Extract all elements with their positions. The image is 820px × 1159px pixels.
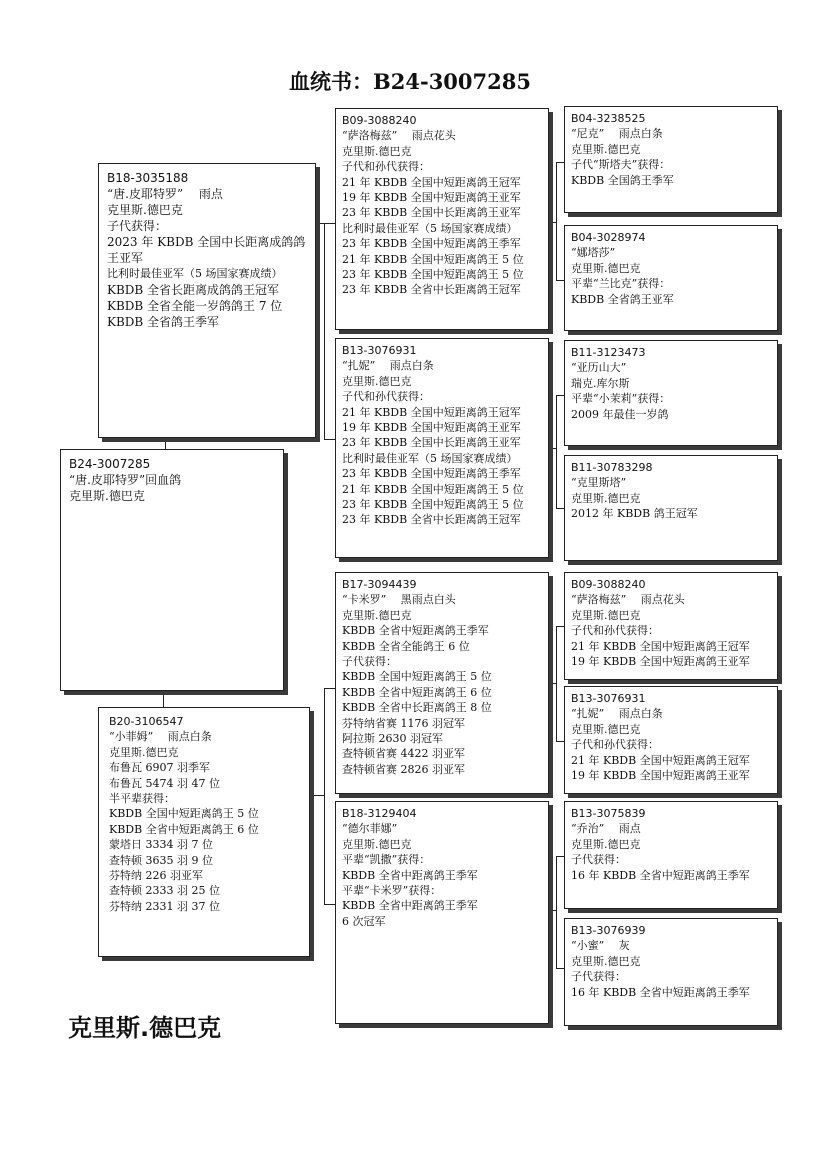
connector-line <box>556 280 564 281</box>
grandsire-maternal-achievement: KBDB 全省中短距离鸽王 6 位 <box>342 685 492 699</box>
connector-line <box>165 437 166 449</box>
granddam-maternal-breeder: 克里斯.德巴克 <box>342 837 412 851</box>
great-grandparent-breeder: 克里斯.德巴克 <box>571 491 641 505</box>
dam-result: 蒙塔日 3334 羽 7 位 <box>109 838 213 852</box>
great-grandparent-ring-number: B13-3075839 <box>571 807 646 820</box>
connector-line <box>549 910 556 911</box>
connector-line <box>556 395 557 508</box>
dam-result: 芬特纳 226 羽亚军 <box>109 869 203 883</box>
grandsire-paternal-breeder: 克里斯.德巴克 <box>342 144 412 158</box>
connector-line <box>556 741 564 742</box>
great-grandparent-name: “尼克” 雨点白条 <box>571 127 663 141</box>
grandsire-maternal-note: 子代获得： <box>342 655 397 669</box>
great-grandparent-achievement: 16 年 KBDB 全省中短距离鸽王季军 <box>571 985 750 999</box>
granddam-paternal-ring-number: B13-3076931 <box>342 344 417 357</box>
sire-breeder: 克里斯.德巴克 <box>107 203 183 217</box>
connector-line <box>556 968 564 969</box>
granddam-paternal-achievement: 23 年 KBDB 全国中短距离鸽王 5 位 <box>342 498 524 512</box>
grandsire-maternal-achievement: 查特顿省赛 4422 羽亚军 <box>342 747 465 761</box>
grandsire-paternal-achievement: 21 年 KBDB 全国中短距离鸽王冠军 <box>342 175 521 189</box>
connector-line <box>324 688 335 689</box>
great-grandparent-achievement: 21 年 KBDB 全国中短距离鸽王冠军 <box>571 639 750 653</box>
granddam-maternal-name: “德尔菲娜” <box>342 822 398 836</box>
great-grandparent-name: “小蜜” 灰 <box>571 939 630 953</box>
owner-name: 克里斯.德巴克 <box>68 1014 222 1042</box>
connector-line <box>324 904 335 905</box>
dam-name: “小菲姆” 雨点白条 <box>109 730 212 744</box>
dam-ring-number: B20-3106547 <box>109 715 184 728</box>
great-grandparent-card-7 <box>564 801 778 909</box>
great-grandparent-achievement: 16 年 KBDB 全省中短距离鸽王季军 <box>571 868 750 882</box>
great-grandparent-breeder: 克里斯.德巴克 <box>571 261 641 275</box>
granddam-maternal-note: 平辈“凯撒”获得： <box>342 853 431 867</box>
great-grandparent-ring-number: B11-30783298 <box>571 461 653 474</box>
great-grandparent-name: “扎妮” 雨点白条 <box>571 707 663 721</box>
great-grandparent-card-1 <box>564 106 778 213</box>
grandsire-paternal-card <box>335 108 549 330</box>
great-grandparent-note: 子代“斯塔夫”获得： <box>571 158 671 172</box>
connector-line <box>556 162 557 280</box>
great-grandparent-achievement: 2009 年最佳一岁鸽 <box>571 407 669 421</box>
connector-line <box>316 223 324 224</box>
great-grandparent-card-2 <box>564 225 778 331</box>
dam-result: 布鲁瓦 5474 羽 47 位 <box>109 776 220 790</box>
great-grandparent-card-5 <box>564 572 778 680</box>
grandsire-paternal-achievement: 比利时最佳亚军（5 场国家赛成绩） <box>342 221 518 235</box>
connector-line <box>324 223 325 439</box>
great-grandparent-breeder: 瑞克.库尔斯 <box>571 376 630 390</box>
great-grandparent-achievement: 21 年 KBDB 全国中短距离鸽王冠军 <box>571 753 750 767</box>
great-grandparent-breeder: 克里斯.德巴克 <box>571 722 641 736</box>
grandsire-paternal-achievement: 21 年 KBDB 全国中短距离鸽王 5 位 <box>342 252 524 266</box>
connector-line <box>556 856 564 857</box>
dam-result: 芬特纳 2331 羽 37 位 <box>109 899 220 913</box>
connector-line <box>324 688 325 904</box>
grandsire-paternal-achievement: 23 年 KBDB 全国中短距离鸽王 5 位 <box>342 268 524 282</box>
subject-breeder: 克里斯.德巴克 <box>69 489 145 503</box>
great-grandparent-breeder: 克里斯.德巴克 <box>571 142 641 156</box>
great-grandparent-ring-number: B04-3028974 <box>571 231 646 244</box>
granddam-paternal-achievement: 比利时最佳亚军（5 场国家赛成绩） <box>342 451 518 465</box>
connector-line <box>556 626 557 741</box>
great-grandparent-ring-number: B13-3076939 <box>571 924 646 937</box>
grandsire-maternal-result: KBDB 全省全能鸽王 6 位 <box>342 639 470 653</box>
sire-achievement: KBDB 全省长距离成鸽鸽王冠军 <box>107 283 280 297</box>
connector-line <box>556 856 557 968</box>
connector-line <box>163 691 164 707</box>
dam-card <box>98 707 310 957</box>
grandsire-maternal-achievement: 查特顿省赛 2826 羽亚军 <box>342 762 465 776</box>
grandsire-maternal-achievement: KBDB 全国中短距离鸽王 5 位 <box>342 670 492 684</box>
great-grandparent-achievement: 19 年 KBDB 全国中短距离鸽王亚军 <box>571 655 750 669</box>
great-grandparent-card-6 <box>564 686 778 794</box>
sire-card <box>98 163 316 438</box>
grandsire-paternal-note: 子代和孙代获得： <box>342 160 430 174</box>
grandsire-maternal-achievement: KBDB 全省中长距离鸽王 8 位 <box>342 701 492 715</box>
dam-result: KBDB 全国中短距离鸽王 5 位 <box>109 807 259 821</box>
dam-result: 布鲁瓦 6907 羽季军 <box>109 761 210 775</box>
granddam-maternal-achievement: 6 次冠军 <box>342 914 386 928</box>
grandsire-maternal-achievement: 阿拉斯 2630 羽冠军 <box>342 732 443 746</box>
connector-line <box>324 223 335 224</box>
connector-line <box>549 222 556 223</box>
great-grandparent-name: “娜塔莎” <box>571 246 616 260</box>
connector-line <box>556 395 564 396</box>
connector-line <box>556 162 564 163</box>
granddam-paternal-note: 子代和孙代获得： <box>342 390 430 404</box>
connector-line <box>324 439 335 440</box>
connector-line <box>549 448 556 449</box>
subject-card <box>60 449 284 691</box>
sire-ring-number: B18-3035188 <box>107 171 189 185</box>
great-grandparent-note: 子代和孙代获得： <box>571 738 659 752</box>
great-grandparent-note: 子代和孙代获得： <box>571 624 659 638</box>
sire-achievement: 2023 年 KBDB 全国中长距离成鸽鸽王亚军 <box>107 235 306 265</box>
grandsire-paternal-achievement: 23 年 KBDB 全国中长距离鸽王亚军 <box>342 206 521 220</box>
dam-result: 查特顿 2333 羽 25 位 <box>109 884 220 898</box>
great-grandparent-card-3 <box>564 340 778 446</box>
great-grandparent-ring-number: B09-3088240 <box>571 578 646 591</box>
granddam-maternal-note: 平辈“卡米罗”获得： <box>342 884 442 898</box>
dam-breeder: 克里斯.德巴克 <box>109 745 179 759</box>
great-grandparent-breeder: 克里斯.德巴克 <box>571 837 641 851</box>
grandsire-maternal-name: “卡米罗” 黑雨点白头 <box>342 593 456 607</box>
great-grandparent-breeder: 克里斯.德巴克 <box>571 608 641 622</box>
grandsire-paternal-name: “萨洛梅兹” 雨点花头 <box>342 129 456 143</box>
granddam-paternal-achievement: 21 年 KBDB 全国中短距离鸽王 5 位 <box>342 482 524 496</box>
grandsire-paternal-achievement: 23 年 KBDB 全国中短距离鸽王季军 <box>342 237 521 251</box>
sire-achievement: 比利时最佳亚军（5 场国家赛成绩） <box>107 267 283 280</box>
great-grandparent-achievement: 2012 年 KBDB 鸽王冠军 <box>571 507 698 521</box>
great-grandparent-achievement: 19 年 KBDB 全国中短距离鸽王亚军 <box>571 769 750 783</box>
great-grandparent-name: “萨洛梅兹” 雨点花头 <box>571 593 685 607</box>
grandsire-paternal-ring-number: B09-3088240 <box>342 114 417 127</box>
granddam-maternal-achievement: KBDB 全省中距离鸽王季军 <box>342 868 478 882</box>
great-grandparent-note: 子代获得： <box>571 970 626 984</box>
page-title: 血统书：B24-3007285 <box>289 69 531 94</box>
great-grandparent-ring-number: B11-3123473 <box>571 346 646 359</box>
great-grandparent-card-8 <box>564 918 778 1026</box>
sire-note: 子代获得： <box>107 219 168 233</box>
great-grandparent-card-4 <box>564 455 778 561</box>
grandsire-maternal-breeder: 克里斯.德巴克 <box>342 608 412 622</box>
subject-name: “唐.皮耶特罗”回血鸽 <box>69 473 182 487</box>
great-grandparent-achievement: KBDB 全国鸽王季军 <box>571 173 674 187</box>
connector-line <box>556 508 564 509</box>
great-grandparent-name: “亚历山大” <box>571 361 627 375</box>
great-grandparent-name: “克里斯塔” <box>571 476 627 490</box>
granddam-maternal-ring-number: B18-3129404 <box>342 807 417 820</box>
grandsire-maternal-achievement: 芬特纳省赛 1176 羽冠军 <box>342 716 465 730</box>
grandsire-maternal-ring-number: B17-3094439 <box>342 578 417 591</box>
grandsire-paternal-achievement: 19 年 KBDB 全国中短距离鸽王亚军 <box>342 191 521 205</box>
granddam-paternal-breeder: 克里斯.德巴克 <box>342 374 412 388</box>
granddam-paternal-achievement: 23 年 KBDB 全国中短距离鸽王季军 <box>342 467 521 481</box>
great-grandparent-ring-number: B13-3076931 <box>571 692 646 705</box>
granddam-paternal-name: “扎妮” 雨点白条 <box>342 359 434 373</box>
great-grandparent-achievement: KBDB 全省鸽王亚军 <box>571 292 674 306</box>
sire-achievement: KBDB 全省鸽王季军 <box>107 315 220 329</box>
great-grandparent-ring-number: B04-3238525 <box>571 112 646 125</box>
great-grandparent-note: 平辈“兰比克”获得： <box>571 277 671 291</box>
sire-achievement: KBDB 全省全能一岁鸽鸽王 7 位 <box>107 299 283 313</box>
great-grandparent-note: 子代获得： <box>571 853 626 867</box>
granddam-paternal-achievement: 23 年 KBDB 全国中长距离鸽王亚军 <box>342 436 521 450</box>
granddam-paternal-achievement: 19 年 KBDB 全国中短距离鸽王亚军 <box>342 421 521 435</box>
granddam-paternal-achievement: 21 年 KBDB 全国中短距离鸽王冠军 <box>342 405 521 419</box>
dam-note: 半平辈获得： <box>109 792 175 806</box>
grandsire-maternal-card <box>335 572 549 794</box>
connector-line <box>310 795 324 796</box>
grandsire-paternal-achievement: 23 年 KBDB 全省中长距离鸽王冠军 <box>342 283 521 297</box>
dam-result: KBDB 全省中短距离鸽王 6 位 <box>109 822 259 836</box>
great-grandparent-note: 平辈“小茉莉”获得： <box>571 392 671 406</box>
subject-ring-number: B24-3007285 <box>69 457 151 471</box>
granddam-maternal-card <box>335 801 549 1024</box>
granddam-paternal-card <box>335 338 549 558</box>
dam-result: 查特顿 3635 羽 9 位 <box>109 853 213 867</box>
granddam-paternal-achievement: 23 年 KBDB 全省中长距离鸽王冠军 <box>342 513 521 527</box>
sire-name: “唐.皮耶特罗” 雨点 <box>107 187 223 201</box>
granddam-maternal-achievement: KBDB 全省中距离鸽王季军 <box>342 899 478 913</box>
great-grandparent-breeder: 克里斯.德巴克 <box>571 954 641 968</box>
connector-line <box>556 626 564 627</box>
grandsire-maternal-result: KBDB 全省中短距离鸽王季军 <box>342 624 489 638</box>
great-grandparent-name: “乔治” 雨点 <box>571 822 641 836</box>
connector-line <box>549 683 556 684</box>
